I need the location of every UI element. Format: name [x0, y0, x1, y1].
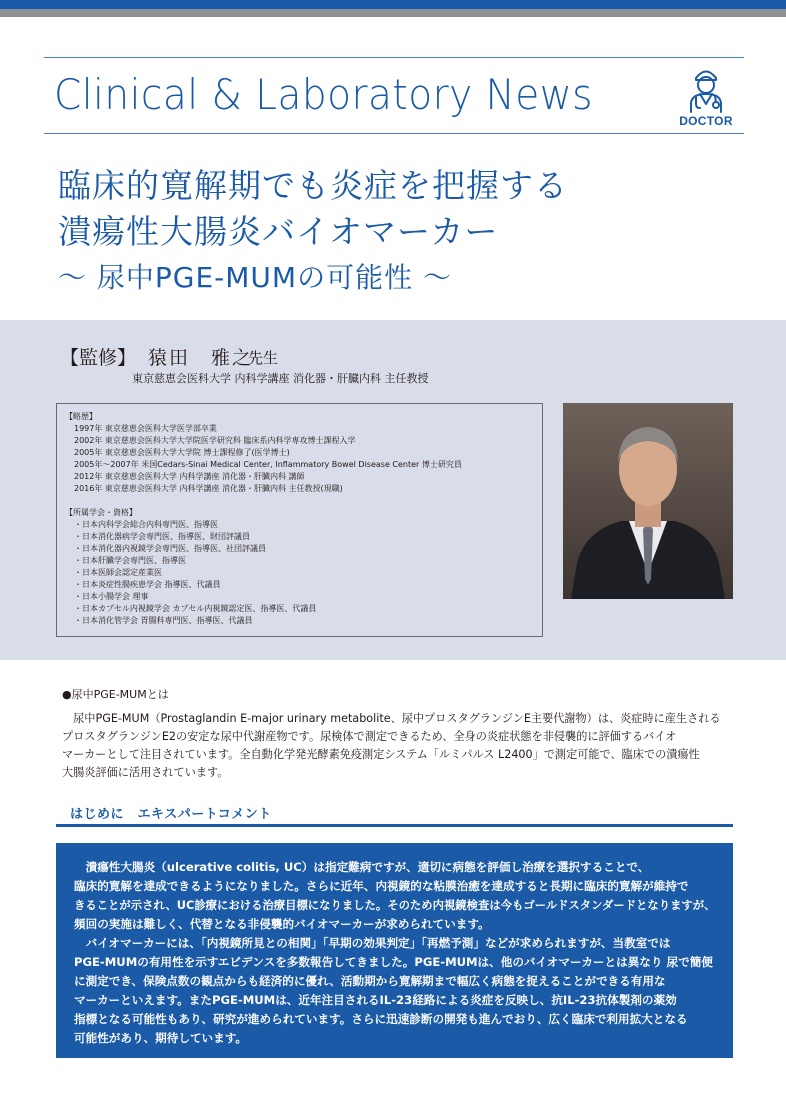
top-color-bar [0, 0, 786, 9]
history-item: 2002年 東京慈恵会医科大学大学院医学研究科 臨床系内科学専攻博士課程入学 [74, 436, 356, 445]
comment-line: 臨床的寛解を達成できるようになりました。さらに近年、内視鏡的な粘膜治癒を達成すると長期に臨床的寛解が維持で [74, 879, 689, 893]
expert-heading-rule [56, 824, 733, 827]
history-item: 2005年～2007年 米国Cedars-Sinai Medical Center, Inflammatory Bowel Disease Center 博士研究員 [74, 460, 462, 469]
comment-line: きることが示され、UC診療における治療目標になりました。そのため内視鏡検査は今もゴールドスタンダードとなりますが、 [74, 898, 716, 912]
doctor-label: DOCTOR [679, 114, 733, 128]
comment-line: 頻回の実施は難しく、代替となる非侵襲的バイオマーカーが求められています。 [74, 917, 490, 931]
supervisor-portrait [563, 403, 733, 599]
membership-item: ・日本肝臓学会専門医、指導医 [74, 556, 186, 565]
masthead-title: Clinical & Laboratory News [54, 70, 593, 119]
history-item: 1997年 東京慈恵会医科大学医学部卒業 [74, 424, 217, 433]
expert-comment-box [56, 843, 733, 1058]
about-heading: ●尿中PGE-MUMとは [62, 688, 169, 701]
supervisor-label: 【監修】 [60, 347, 137, 369]
doctor-badge [672, 66, 740, 132]
headline-line-2: 潰瘍性大腸炎バイオマーカー [58, 212, 499, 251]
supervisor-honorific: 先生 [248, 349, 279, 367]
masthead-bottom-rule [44, 133, 744, 134]
membership-item: ・日本カプセル内視鏡学会 カプセル内視鏡認定医、指導医、代議員 [74, 604, 317, 613]
membership-item: ・日本炎症性腸疾患学会 指導医、代議員 [74, 580, 221, 589]
about-line: 尿中PGE-MUM（Prostaglandin E-major urinary metabolite、尿中プロスタグランジンE主要代謝物）は、炎症時に産生される [73, 712, 721, 725]
about-paragraph [62, 710, 740, 782]
supervisor-name: 猿田 雅之 [148, 347, 254, 369]
top-gray-bar [0, 9, 786, 17]
about-line: マーカーとして注目されています。全自動化学発光酵素免疫測定システム「ルミパルス L2400」で測定可能で、臨床での潰瘍性 [62, 748, 700, 761]
comment-line: に測定でき、保険点数の観点からも経済的に優れ、活動期から寛解期まで幅広く病態を捉えることができる有用な [74, 974, 666, 988]
membership-item: ・日本消化器病学会専門医、指導医、財団評議員 [74, 532, 250, 541]
history-item: 2005年 東京慈恵会医科大学大学院 博士課程修了(医学博士) [74, 448, 290, 457]
comment-line: マーカーといえます。またPGE-MUMは、近年注目されるIL-23経路による炎症を反映し、抗IL-23抗体製剤の薬効 [74, 993, 677, 1007]
career-box [56, 403, 543, 637]
doctor-icon [672, 66, 740, 114]
membership-item: ・日本小腸学会 理事 [74, 592, 149, 601]
headline-subtitle: ～ 尿中PGE-MUMの可能性 ～ [58, 261, 452, 294]
comment-line: 可能性があり、期待しています。 [74, 1031, 247, 1045]
membership-item: ・日本医師会認定産業医 [74, 568, 162, 577]
history-item: 2016年 東京慈恵会医科大学 内科学講座 消化器・肝臓内科 主任教授(現職) [74, 484, 343, 493]
supervisor-affiliation: 東京慈恵会医科大学 内科学講座 消化器・肝臓内科 主任教授 [132, 372, 429, 385]
expert-comment-heading: はじめに エキスパートコメント [70, 807, 272, 822]
membership-item: ・日本消化器内視鏡学会専門医、指導医、社団評議員 [74, 544, 266, 553]
about-line: 大腸炎評価に活用されています。 [62, 766, 229, 779]
history-heading: 【略歴】 [65, 412, 97, 421]
comment-line: 潰瘍性大腸炎（ulcerative colitis, UC）は指定難病ですが、適切に病態を評価し治療を選択することで、 [74, 860, 650, 874]
comment-line: PGE-MUMの有用性を示すエビデンスを多数報告してきました。PGE-MUMは、他のバイオマーカーとは異なり 尿で簡便 [74, 955, 713, 969]
comment-line: 指標となる可能性もあり、研究が進められています。さらに迅速診断の開発も進んでおり、広く臨床で利用拡大となる [74, 1012, 688, 1026]
history-item: 2012年 東京慈恵会医科大学 内科学講座 消化器・肝臓内科 講師 [74, 472, 305, 481]
masthead-top-rule [44, 57, 744, 58]
membership-item: ・日本内科学会総合内科専門医、指導医 [74, 520, 218, 529]
membership-heading: 【所属学会・資格】 [65, 508, 137, 517]
membership-item: ・日本消化管学会 胃腸科専門医、指導医、代議員 [74, 616, 253, 625]
headline-line-1: 臨床的寛解期でも炎症を把握する [58, 166, 568, 205]
about-line: プロスタグランジンE2の安定な尿中代謝産物です。尿検体で測定できるため、全身の炎症状態を非侵襲的に評価するバイオ [62, 730, 677, 743]
comment-line: バイオマーカーには、「内視鏡所見との相関」「早期の効果判定」「再燃予測」などが求められますが、当教室では [74, 936, 671, 950]
